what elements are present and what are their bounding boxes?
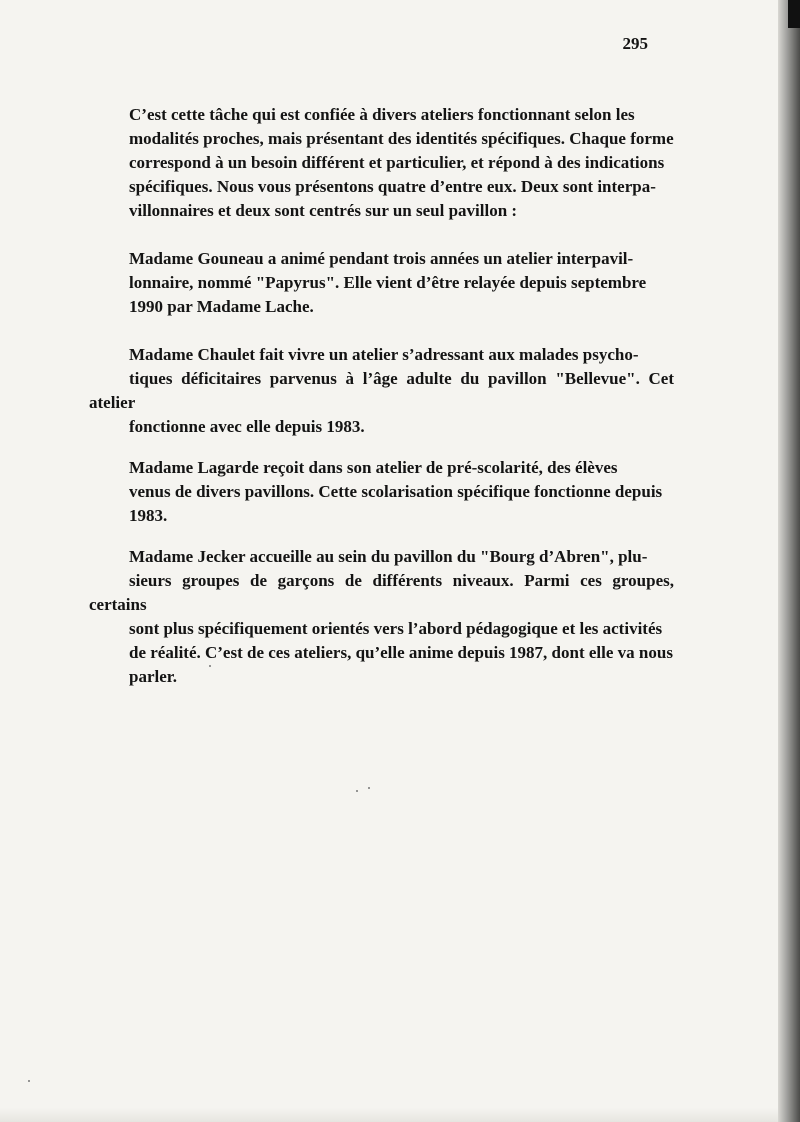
text-line: de réalité. C’est de ces ateliers, qu’elle anime depuis 1987, dont elle va nous <box>129 643 673 662</box>
text-line: tiques déficitaires parvenus à l’âge adulte du pavillon "Bellevue". Cet atelier <box>89 369 674 412</box>
page-body <box>89 103 674 689</box>
text-line: C’est cette tâche qui est confiée à divers ateliers fonctionnant selon les <box>129 105 635 124</box>
scan-speck <box>28 1080 30 1082</box>
text-line: lonnaire, nommé "Papyrus". Elle vient d’être relayée depuis septembre <box>129 273 647 292</box>
text-line: Madame Lagarde reçoit dans son atelier de pré-scolarité, des élèves <box>129 458 618 477</box>
scan-speck <box>356 790 358 792</box>
book-binding-corner <box>788 0 800 28</box>
text-line: parler. <box>129 667 178 686</box>
text-line: 1983. <box>129 506 168 525</box>
paragraph-chaulet <box>89 343 674 439</box>
book-binding-edge <box>778 0 800 1122</box>
text-line: Madame Chaulet fait vivre un atelier s’adressant aux malades psycho- <box>129 345 639 364</box>
text-line: modalités proches, mais présentant des identités spécifiques. Chaque forme <box>129 129 674 148</box>
text-line: sont plus spécifiquement orientés vers l’abord pédagogique et les activités <box>129 619 663 638</box>
text-line: sieurs groupes de garçons de différents niveaux. Parmi ces groupes, certains <box>89 571 674 614</box>
paragraph-lagarde <box>89 456 674 528</box>
text-line: 1990 par Madame Lache. <box>129 297 314 316</box>
paragraph-intro <box>89 103 674 223</box>
text-line: fonctionne avec elle depuis 1983. <box>129 417 365 436</box>
text-line: Madame Jecker accueille au sein du pavillon du "Bourg d’Abren", plu- <box>129 547 648 566</box>
text-line: correspond à un besoin différent et particulier, et répond à des indications <box>129 153 665 172</box>
page-bottom-edge <box>0 1108 778 1122</box>
paragraph-gouneau <box>89 247 674 319</box>
text-line: spécifiques. Nous vous présentons quatre d’entre eux. Deux sont interpa- <box>129 177 656 196</box>
paragraph-jecker <box>89 545 674 689</box>
text-line: venus de divers pavillons. Cette scolarisation spécifique fonctionne depuis <box>129 482 663 501</box>
scan-speck <box>209 665 211 667</box>
text-line: Madame Gouneau a animé pendant trois années un atelier interpavil- <box>129 249 634 268</box>
page-number: 295 <box>622 34 648 53</box>
text-line: villonnaires et deux sont centrés sur un seul pavillon : <box>129 201 518 220</box>
scan-speck <box>368 787 370 789</box>
